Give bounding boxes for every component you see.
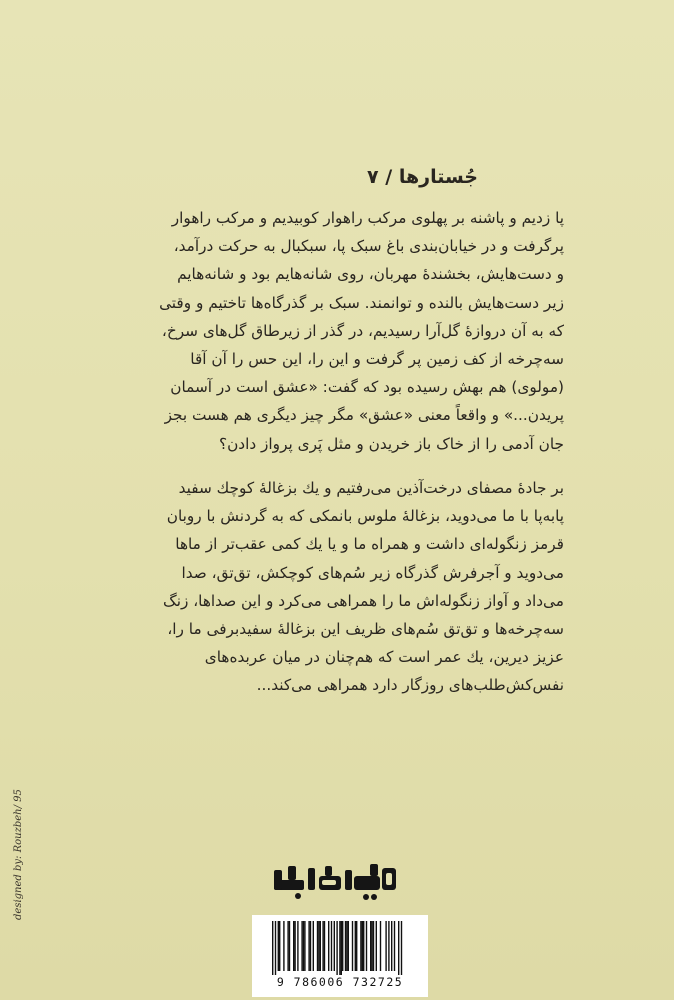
barcode-bar — [380, 921, 381, 971]
barcode-bar — [317, 921, 318, 971]
barcode-bar — [322, 921, 323, 971]
paragraph-line: سه‌چرخه از کف زمین پر گرفت و این را، این حس را آن آقا — [190, 350, 564, 369]
barcode-bar — [363, 921, 364, 971]
barcode-bar — [388, 921, 389, 971]
barcode-bar — [304, 921, 305, 971]
barcode-bar — [303, 921, 304, 971]
barcode-bar — [293, 921, 294, 971]
barcode-bar — [391, 921, 392, 971]
barcode-bar — [362, 921, 363, 971]
isbn-barcode — [252, 915, 428, 997]
barcode-bar — [401, 921, 402, 975]
barcode-bar — [334, 921, 335, 971]
barcode-bar — [371, 921, 372, 971]
barcode-bar — [283, 921, 284, 971]
paragraph-line: پابه‌پا با ما می‌دوید، بزغالهٔ ملوس بانمکی که به گردنش با روبان — [166, 507, 564, 526]
barcode-bar — [331, 921, 332, 971]
paragraph-line: عزیز دیرین، یك عمر است که هم‌چنان در میان عربده‌های — [204, 648, 564, 667]
publisher-logo — [270, 862, 400, 902]
barcode-bar — [385, 921, 386, 971]
paragraph-line: زیر دست‌هایش بالنده و توانمند. سبک بر گذرگاه‌ها تاختیم و وقتی — [159, 293, 564, 312]
barcode-bar — [278, 921, 279, 971]
designer-credit — [0, 0, 24, 1000]
barcode-bar — [373, 921, 374, 971]
paragraph-line: که به آن دروازهٔ گل‌آرا رسیدیم، در گذر از زیرطاق گل‌های سرخ، — [161, 321, 564, 340]
barcode-bar — [324, 921, 325, 971]
barcode-bar — [287, 921, 288, 971]
barcode-bar — [279, 921, 280, 971]
barcode-bar — [308, 921, 309, 971]
barcode-bar — [342, 921, 343, 971]
barcode-bar — [289, 921, 290, 971]
paragraph-1 — [126, 204, 564, 458]
barcode-bar — [301, 921, 302, 971]
barcode-bar — [275, 921, 276, 975]
barcode-bar — [294, 921, 295, 971]
barcode-bar — [376, 921, 377, 971]
paragraph-line: نفس‌کش‌طلب‌های روزگار دارد همراهی می‌کند... — [256, 676, 564, 695]
barcode-bar — [341, 921, 342, 975]
paragraph-line: جان آدمی را از خاک باز خریدن و مثل پَری پرواز دادن؟ — [218, 434, 564, 453]
barcode-bar — [370, 921, 371, 971]
barcode-bar — [398, 921, 399, 975]
barcode-bar — [310, 921, 311, 971]
paragraph-line: سه‌چرخه‌ها و تق‌تق سُم‌های ظریف این بزغالهٔ سفیدبرفی ما را، — [167, 620, 564, 639]
barcode-bar — [348, 921, 349, 971]
paragraph-line: (مولوی) هم بهش رسیده بود که گفت: «عشق است در آسمان — [170, 378, 564, 397]
designer-credit-text: designed by: Rouzbeh/ 95 — [13, 789, 24, 920]
barcode-bar — [320, 921, 321, 971]
paragraph-line: و دست‌هایش، بخشندهٔ مهربان، روی شانه‌هایم بود و شانه‌هایم — [177, 265, 564, 284]
paragraph-line: می‌دوید و آجرفرش گذرگاه زیر سُم‌های کوچکش، تق‌تق، صدا — [181, 563, 564, 582]
barcode-bar — [366, 921, 367, 971]
paragraph-line: پا زدیم و پاشنه بر پهلوی مرکب راهوار کوبیدیم و مرکب راهوار — [171, 209, 564, 227]
barcode-bar — [394, 921, 395, 971]
barcode-bar — [297, 921, 298, 971]
barcode-bar — [328, 921, 329, 971]
barcode-bar — [355, 921, 356, 971]
barcode-bar — [339, 921, 340, 975]
paragraph-2 — [126, 474, 564, 700]
paragraph-line: پریدن...» و واقعاً معنی «عشق» مگر چیز دیگری هم هست بجز — [164, 406, 564, 425]
barcode-bar — [336, 921, 337, 975]
barcode-bar — [346, 921, 347, 971]
barcode-bar — [313, 921, 314, 971]
paragraph-line: می‌داد و آواز زنگوله‌اش ما را همراهی می‌کرد و این صداها، زنگ — [163, 591, 564, 610]
barcode-bar — [272, 921, 273, 975]
paragraph-line: بر جادهٔ مصفای درخت‌آذین می‌رفتیم و یك بزغالهٔ کوچك سفید — [178, 479, 564, 497]
barcode-bars — [270, 921, 410, 975]
barcode-bar — [345, 921, 346, 971]
barcode-bar — [352, 921, 353, 971]
barcode-bar — [360, 921, 361, 971]
barcode-bar — [318, 921, 319, 971]
barcode-bar — [356, 921, 357, 971]
isbn-digits: 9 786006 732725 — [276, 975, 404, 989]
paragraph-line: قرمز زنگوله‌ای داشت و همراه ما و یا یك کمی عقب‌تر از ماها — [175, 535, 564, 554]
paragraph-line: پرگرفت و در خیابان‌بندی باغ سبک پا، سبکبال به حرکت درآمد، — [173, 237, 564, 256]
series-title: جُستارها / ۷ — [367, 166, 478, 188]
